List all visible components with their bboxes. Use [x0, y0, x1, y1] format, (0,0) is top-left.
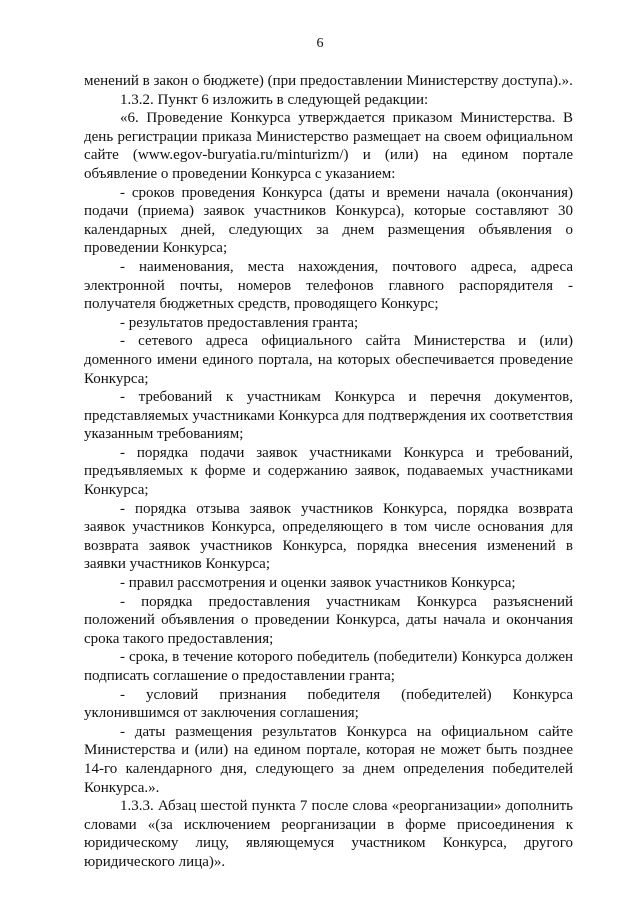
list-item: - порядка подачи заявок участниками Конкурса и требований, предъявляемых к форме и содержанию заявок, подаваемых участниками Конкурса; — [84, 444, 573, 499]
paragraph: 1.3.2. Пункт 6 изложить в следующей редакции: — [120, 91, 429, 108]
list-item: - сетевого адреса официального сайта Министерства и (или) доменного имени единого портала, на которых обеспечивается проведение Конкурса; — [84, 333, 573, 387]
paragraph: менений в закон о бюджете) (при предоставлении Министерству доступа).». — [84, 73, 573, 89]
list-item: - правил рассмотрения и оценки заявок участников Конкурса; — [120, 575, 516, 592]
list-item: - даты размещения результатов Конкурса на официальном сайте Министерства и (или) на едином портале, которая не может быть позднее 14-го календарного дня, следующего за днем определения победителей Конкурса.». — [84, 723, 573, 796]
list-item: - требований к участникам Конкурса и перечня документов, представляемых участниками Конкурса для подтверждения их соответствия указанным требованиям; — [84, 389, 573, 443]
document-body — [84, 72, 573, 872]
list-item: - условий признания победителя (победителей) Конкурса уклонившимся от заключения соглашения; — [84, 686, 573, 722]
list-item: - порядка отзыва заявок участников Конкурса, порядка возврата заявок участников Конкурса, определяющего в том числе основания для возврата заявок участников Конкурса, порядка внесения изменений в заявки участников Конкурса; — [84, 500, 573, 573]
list-item: - сроков проведения Конкурса (даты и времени начала (окончания) подачи (приема) заявок участников Конкурса), которые составляют 30 календарных дней, следующих за днем размещения объявления о проведении Конкурса; — [84, 184, 573, 257]
list-item: - порядка предоставления участникам Конкурса разъяснений положений объявления о проведении Конкурса, даты начала и окончания срока такого предоставления; — [84, 593, 573, 647]
paragraph: 1.3.3. Абзац шестой пункта 7 после слова «реорганизации» дополнить словами «(за исключением реорганизации в форме присоединения к юридическому лицу, являющемуся участником Конкурса, другого юридического лица)». — [84, 798, 573, 870]
paragraph: «6. Проведение Конкурса утверждается приказом Министерства. В день регистрации приказа Министерство размещает на своем официальном сайте (www.egov-buryatia.ru/minturizm/) и (или) на едином портале объявление о проведении Конкурса с указанием: — [84, 110, 573, 182]
list-item: - наименования, места нахождения, почтового адреса, адреса электронной почты, номеров телефонов главного распорядителя - получателя бюджетных средств, проводящего Конкурс; — [84, 258, 573, 313]
list-item: - срока, в течение которого победитель (победители) Конкурса должен подписать соглашение о предоставлении гранта; — [84, 649, 573, 684]
page-number: 6 — [316, 36, 324, 51]
list-item: - результатов предоставления гранта; — [120, 314, 359, 331]
